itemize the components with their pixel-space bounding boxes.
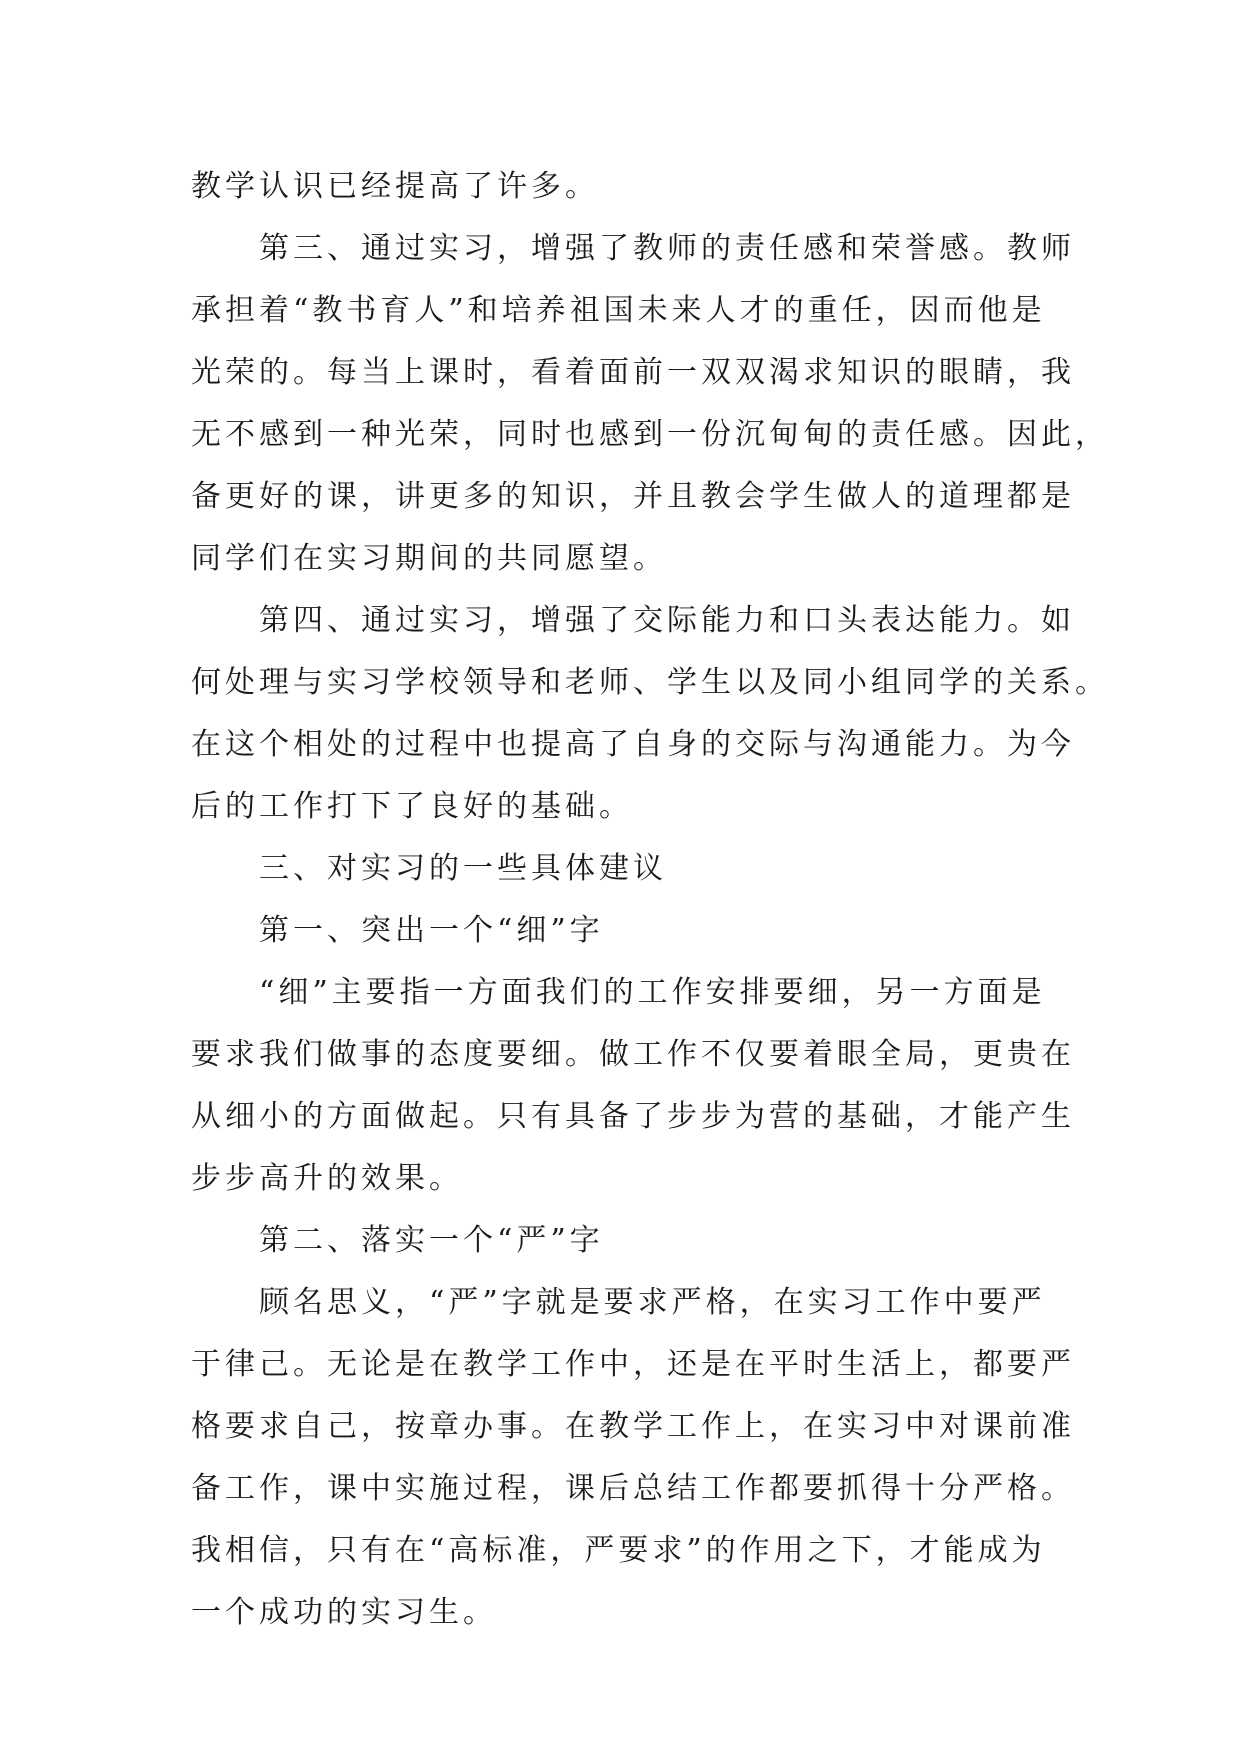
text-line: 于律己。无论是在教学工作中，还是在平时生活上，都要严 (191, 1347, 1075, 1382)
text-line: 同学们在实习期间的共同愿望。 (191, 541, 667, 576)
text-line: 我相信，只有在“高标准，严要求”的作用之下，才能成为 (191, 1533, 1046, 1568)
subsection-heading: 第二、落实一个“严”字 (191, 1223, 604, 1258)
text-line: 第三、通过实习，增强了教师的责任感和荣誉感。教师 (191, 231, 1075, 266)
subsection-heading: 第一、突出一个“细”字 (191, 913, 604, 948)
text-line: 要求我们做事的态度要细。做工作不仅要着眼全局，更贵在 (191, 1037, 1075, 1072)
text-line: 何处理与实习学校领导和老师、学生以及同小组同学的关系。 (191, 665, 1109, 700)
text-line: 格要求自己，按章办事。在教学工作上，在实习中对课前准 (191, 1409, 1075, 1444)
text-line: 一个成功的实习生。 (191, 1595, 497, 1630)
text-line: 备更好的课，讲更多的知识，并且教会学生做人的道理都是 (191, 479, 1075, 514)
text-line: 备工作，课中实施过程，课后总结工作都要抓得十分严格。 (191, 1471, 1075, 1506)
section-heading: 三、对实习的一些具体建议 (191, 851, 667, 886)
text-line: 无不感到一种光荣，同时也感到一份沉甸甸的责任感。因此， (191, 417, 1109, 452)
text-line: 顾名思义，“严”字就是要求严格，在实习工作中要严 (191, 1285, 1046, 1320)
text-line: 光荣的。每当上课时，看着面前一双双渴求知识的眼睛，我 (191, 355, 1075, 390)
document-body (191, 156, 1109, 1644)
text-line: 教学认识已经提高了许多。 (191, 169, 599, 204)
text-line: 后的工作打下了良好的基础。 (191, 789, 633, 824)
text-line: “细”主要指一方面我们的工作安排要细，另一方面是 (191, 975, 1046, 1010)
text-line: 从细小的方面做起。只有具备了步步为营的基础，才能产生 (191, 1099, 1075, 1134)
text-line: 在这个相处的过程中也提高了自身的交际与沟通能力。为今 (191, 727, 1075, 762)
text-line: 步步高升的效果。 (191, 1161, 463, 1196)
text-line: 承担着“教书育人”和培养祖国未来人才的重任，因而他是 (191, 293, 1046, 328)
text-line: 第四、通过实习，增强了交际能力和口头表达能力。如 (191, 603, 1075, 638)
